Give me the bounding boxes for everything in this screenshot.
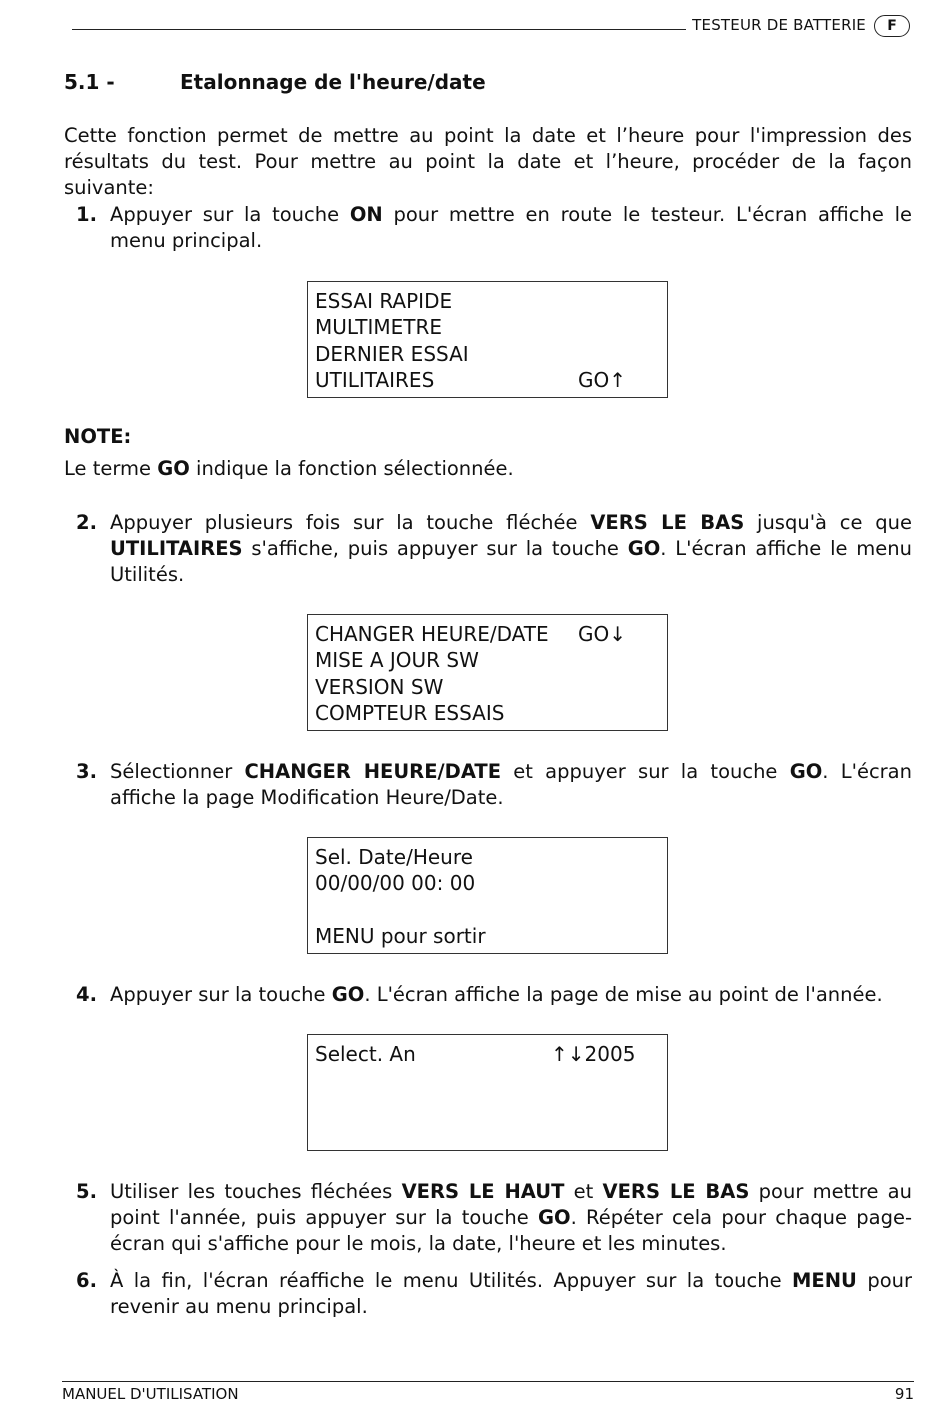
footer-title: MANUEL D'UTILISATION [62,1385,239,1403]
go-indicator: GO [578,367,610,392]
step-text: Sélectionner CHANGER HEURE/DATE et appuyer sur la touche GO. L'écran affiche la page Modification Heure/Date. [110,760,912,809]
menu-line: ESSAI RAPIDE [315,289,453,313]
section-number: 5.1 - [64,70,115,94]
step-text: Appuyer sur la touche GO. L'écran affiche la page de mise au point de l'année. [110,983,883,1006]
section-heading [64,70,486,94]
note-text: Le terme GO indique la fonction sélectionnée. [64,457,514,480]
step-1 [64,202,912,254]
step-6 [64,1268,912,1320]
step-number: 4. [76,983,97,1006]
menu-line: COMPTEUR ESSAIS [315,700,505,725]
step-number: 3. [76,760,97,783]
header-rule [72,29,686,30]
step-text: À la fin, l'écran réaffiche le menu Utilités. Appuyer sur la touche MENU pour revenir au menu principal. [110,1269,913,1318]
page-number: 91 [894,1385,914,1403]
menu-line: VERSION SW [315,674,444,699]
menu-line-selected: CHANGER HEURE/DATE GO↓ [315,622,627,646]
language-badge: F [874,15,910,37]
menu-line: MULTIMETRE [315,315,443,340]
header-title: TESTEUR DE BATTERIE [692,16,866,34]
intro-paragraph: Cette fonction permet de mettre au point la date et l’heure pour l'impression des résultats du test. Pour mettre au point la date et l’heure, procéder de la façon suivante: [64,124,912,199]
up-down-arrows-icon: ↑↓ [551,1042,585,1066]
step-3 [64,759,912,811]
step-number: 6. [76,1269,97,1292]
menu-line: DERNIER ESSAI [315,341,469,366]
step-number: 5. [76,1180,97,1203]
note-title: NOTE: [64,425,132,448]
screen-line: Sel. Date/Heure [315,845,473,869]
step-4 [64,982,912,1008]
lcd-screen-year [307,1034,668,1151]
arrow-up-icon: ↑ [609,367,627,392]
menu-line: MISE A JOUR SW [315,648,479,673]
lcd-screen-utilities-menu [307,614,668,731]
step-text: Appuyer sur la touche ON pour mettre en route le testeur. L'écran affiche le menu principal. [110,203,912,252]
step-number: 2. [76,511,97,534]
section-title: Etalonnage de l'heure/date [180,70,486,94]
step-2 [64,510,912,588]
lcd-screen-main-menu [307,281,668,398]
date-time-value: 00/00/00 00: 00 [315,871,476,896]
step-number: 1. [76,203,97,226]
screen-line: Select. An ↑↓2005 [315,1042,636,1066]
screen-line: MENU pour sortir [315,923,486,948]
lcd-screen-date-time [307,837,668,954]
arrow-down-icon: ↓ [609,622,627,646]
screen-line-empty [315,897,667,923]
menu-line-selected: UTILITAIRES GO↑ [315,367,627,392]
step-5 [64,1179,912,1257]
step-text: Appuyer plusieurs fois sur la touche fléchée VERS LE BAS jusqu'à ce que UTILITAIRES s'affiche, puis appuyer sur la touche GO. L'écran affiche le menu Utilités. [110,511,912,586]
go-indicator: GO [578,622,610,646]
year-value: 2005 [584,1042,636,1066]
step-text: Utiliser les touches fléchées VERS LE HAUT et VERS LE BAS pour mettre au point l'année, puis appuyer sur la touche GO. Répéter cela pour chaque page-écran qui s'affiche pour le mois, la date, l'heure et les minutes. [110,1180,913,1255]
page-footer [62,1381,914,1403]
page-header [72,9,910,37]
